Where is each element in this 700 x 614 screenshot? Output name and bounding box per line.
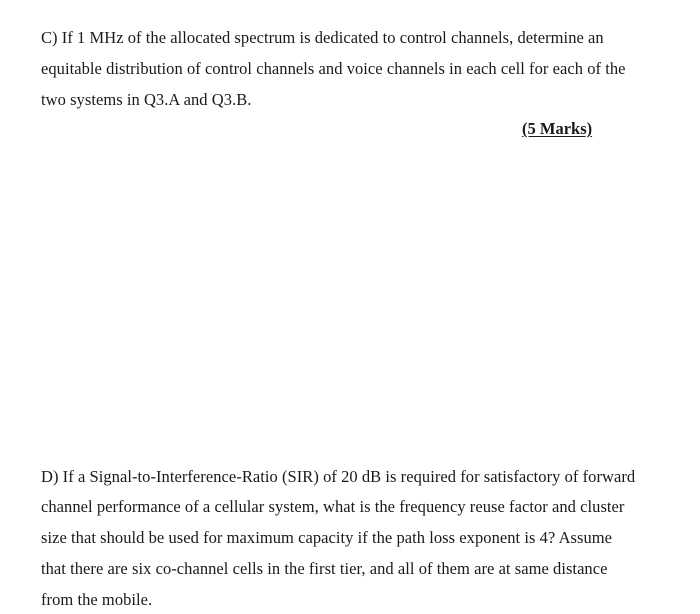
question-c-line-2: equitable distribution of control channels and voice channels in each cell for each of the — [41, 59, 626, 78]
question-d-line-5: from the mobile. — [41, 590, 153, 609]
question-c-line-3: two systems in Q3.A and Q3.B. — [41, 90, 252, 109]
question-d-line-1: D) If a Signal-to-Interference-Ratio (SIR) of 20 dB is required for satisfactory of forward — [41, 467, 636, 486]
question-d-line-4: that there are six co-channel cells in the first tier, and all of them are at same distance — [41, 559, 608, 578]
question-d-line-3: size that should be used for maximum capacity if the path loss exponent is 4? Assume — [41, 528, 613, 547]
question-d-line-2: channel performance of a cellular system, what is the frequency reuse factor and cluster — [41, 497, 625, 516]
question-c-marks: (5 Marks) — [522, 119, 593, 138]
question-c-line-1: C) If 1 MHz of the allocated spectrum is dedicated to control channels, determine an — [41, 28, 604, 47]
